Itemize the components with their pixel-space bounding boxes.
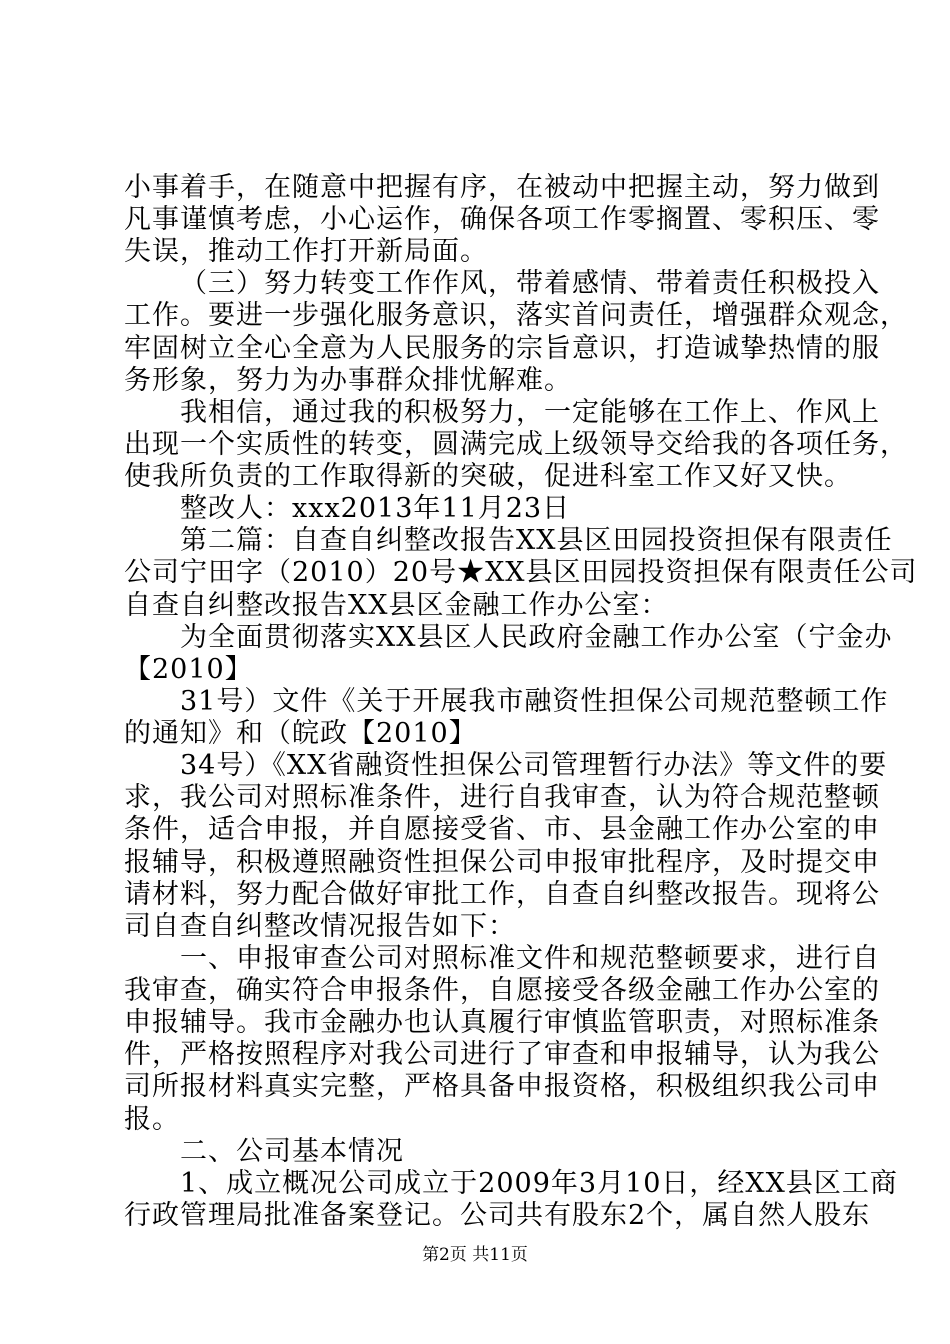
text-line: 失误，推动工作打开新局面。	[124, 236, 488, 268]
section-heading: 第二篇：自查自纠整改报告XX县区田园投资担保有限责任	[180, 525, 893, 557]
text-line: 使我所负责的工作取得新的突破，促进科室工作又好又快。	[124, 461, 852, 493]
text-line: 小事着手，在随意中把握有序，在被动中把握主动，努力做到	[124, 172, 880, 203]
text-line: 工作。要进一步强化服务意识，落实首问责任，增强群众观念，	[124, 300, 908, 332]
text-line: 条件，适合申报，并自愿接受省、市、县金融工作办公室的申	[124, 814, 880, 846]
page-footer: 第2页 共11页	[422, 1245, 528, 1265]
text-line: 一、申报审查公司对照标准文件和规范整顿要求，进行自	[180, 942, 880, 974]
text-line: 行政管理局批准备案登记。公司共有股东2个，属自然人股东	[124, 1199, 871, 1231]
text-line: 自查自纠整改报告XX县区金融工作办公室：	[124, 589, 669, 621]
text-line: （三）努力转变工作作风，带着感情、带着责任积极投入	[180, 268, 880, 300]
text-line: 我相信，通过我的积极努力，一定能够在工作上、作风上	[180, 396, 880, 428]
text-line: 【2010】	[124, 653, 253, 685]
text-line: 申报辅导。我市金融办也认真履行审慎监管职责，对照标准条	[124, 1007, 880, 1039]
text-line: 为全面贯彻落实XX县区人民政府金融工作办公室（宁金办	[180, 621, 893, 653]
text-line: 凡事谨慎考虑，小心运作，确保各项工作零搁置、零积压、零	[124, 204, 880, 236]
signature-line: 整改人：xxx2013年11月23日	[180, 493, 571, 525]
text-line: 件，严格按照程序对我公司进行了审查和申报辅导，认为我公	[124, 1039, 880, 1071]
text-line: 31号）文件《关于开展我市融资性担保公司规范整顿工作	[180, 685, 889, 717]
text-line: 出现一个实质性的转变，圆满完成上级领导交给我的各项任务，	[124, 428, 908, 460]
text-line: 请材料，努力配合做好审批工作，自查自纠整改报告。现将公	[124, 878, 880, 910]
text-line: 牢固树立全心全意为人民服务的宗旨意识，打造诚挚热情的服	[124, 332, 880, 364]
section-heading: 二、公司基本情况	[180, 1135, 404, 1167]
text-line: 求，我公司对照标准条件，进行自我审查，认为符合规范整顿	[124, 782, 880, 814]
text-line: 司自查自纠整改情况报告如下：	[124, 910, 516, 942]
text-line: 务形象，努力为办事群众排忧解难。	[124, 364, 572, 396]
text-line: 1、成立概况公司成立于2009年3月10日，经XX县区工商	[180, 1167, 898, 1199]
text-line: 的通知》和（皖政【2010】	[124, 718, 477, 750]
text-line: 我审查，确实符合申报条件，自愿接受各级金融工作办公室的	[124, 975, 880, 1007]
text-line: 报。	[124, 1103, 180, 1135]
text-line: 司所报材料真实完整，严格具备申报资格，积极组织我公司申	[124, 1071, 880, 1103]
text-line: 公司宁田字（2010）20号★XX县区田园投资担保有限责任公司	[124, 557, 918, 589]
text-line: 报辅导，积极遵照融资性担保公司申报审批程序，及时提交申	[124, 846, 880, 878]
text-line: 34号）《XX省融资性担保公司管理暂行办法》等文件的要	[180, 750, 888, 782]
